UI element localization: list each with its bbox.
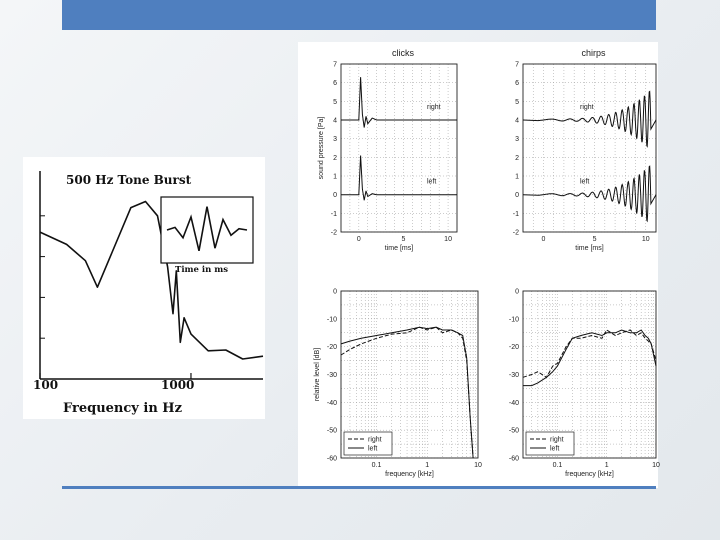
y-tick-label: -1 bbox=[330, 210, 337, 218]
y-tick-label: -10 bbox=[326, 316, 337, 324]
clicks-panel-right-line bbox=[341, 77, 457, 127]
y-tick-label: 5 bbox=[333, 98, 337, 106]
y-tick-label: -60 bbox=[508, 455, 519, 463]
inset-x-label: Time in ms bbox=[175, 265, 229, 275]
legend-label: left bbox=[550, 445, 560, 453]
y-tick-label: -30 bbox=[508, 372, 519, 379]
panel-title: clicks bbox=[392, 48, 414, 58]
y-tick-label: -2 bbox=[512, 229, 519, 237]
x-tick-label: 0 bbox=[541, 236, 546, 243]
x-tick-label: 100 bbox=[33, 378, 59, 392]
tone-burst-chart bbox=[23, 157, 265, 419]
chirps-panel-right-line bbox=[523, 92, 656, 147]
footer-rule bbox=[62, 486, 656, 489]
x-tick-label: 0 bbox=[356, 236, 361, 243]
chirps-spectrum-panel-left-line bbox=[523, 330, 656, 386]
y-tick-label: 4 bbox=[515, 117, 519, 125]
x-tick-label: 10 bbox=[444, 236, 452, 243]
y-tick-label: 3 bbox=[333, 136, 337, 144]
y-tick-label: -40 bbox=[326, 399, 337, 407]
x-axis-label: frequency [kHz] bbox=[565, 471, 614, 478]
series-annotation: right bbox=[427, 103, 441, 111]
legend-label: left bbox=[368, 445, 378, 453]
series-annotation: right bbox=[580, 103, 594, 111]
clicks-chirps-figure bbox=[298, 42, 658, 488]
y-tick-label: -2 bbox=[330, 229, 337, 237]
x-tick-label: 0.1 bbox=[552, 462, 563, 469]
chirps-panel-left-line bbox=[523, 166, 656, 221]
y-tick-label: 1 bbox=[515, 173, 519, 181]
y-axis-label: relative level [dB] bbox=[314, 347, 321, 402]
clicks-panel-left-line bbox=[341, 156, 457, 201]
y-tick-label: -50 bbox=[508, 427, 519, 435]
series-annotation: left bbox=[580, 178, 590, 186]
clicks-chirps-chart-grid bbox=[298, 42, 658, 488]
y-tick-label: -60 bbox=[326, 455, 337, 463]
x-tick-label: 5 bbox=[592, 236, 597, 243]
y-tick-label: 7 bbox=[333, 61, 337, 69]
y-tick-label: -20 bbox=[508, 344, 519, 352]
chart-title: 500 Hz Tone Burst bbox=[66, 173, 192, 187]
x-tick-label: 10 bbox=[641, 236, 650, 243]
y-tick-label: 6 bbox=[515, 80, 519, 88]
legend-label: right bbox=[550, 436, 564, 444]
title-bar-accent bbox=[62, 0, 656, 30]
x-tick-label: 10 bbox=[474, 462, 482, 469]
y-tick-label: 1 bbox=[333, 173, 337, 181]
y-tick-label: 0 bbox=[515, 288, 519, 296]
y-tick-label: -30 bbox=[326, 372, 337, 379]
y-tick-label: -40 bbox=[508, 399, 519, 407]
y-axis-label: sound pressure [Pa] bbox=[318, 116, 325, 180]
y-tick-label: -1 bbox=[512, 210, 519, 218]
x-tick-label: 1000 bbox=[161, 378, 195, 392]
chirps-spectrum-panel-right-line bbox=[523, 330, 656, 377]
y-tick-label: 5 bbox=[515, 98, 519, 106]
tone-burst-figure bbox=[23, 157, 265, 419]
y-tick-label: -20 bbox=[326, 344, 337, 352]
panel-title: chirps bbox=[581, 48, 606, 58]
y-tick-label: 2 bbox=[515, 154, 519, 162]
x-tick-label: 0.1 bbox=[371, 462, 382, 469]
y-tick-label: -10 bbox=[508, 316, 519, 324]
y-tick-label: 0 bbox=[515, 192, 519, 200]
x-tick-label: 1 bbox=[425, 462, 430, 469]
y-tick-label: 3 bbox=[515, 136, 519, 144]
x-tick-label: 1 bbox=[604, 462, 609, 469]
x-tick-label: 10 bbox=[652, 462, 660, 469]
y-tick-label: 0 bbox=[333, 288, 337, 296]
y-tick-label: 2 bbox=[333, 154, 337, 162]
y-tick-label: 4 bbox=[333, 117, 337, 125]
clicks-panel-frame bbox=[341, 64, 457, 232]
series-annotation: left bbox=[427, 178, 437, 186]
y-tick-label: 7 bbox=[515, 61, 519, 69]
y-tick-label: 6 bbox=[333, 80, 337, 88]
y-tick-label: 0 bbox=[333, 192, 337, 200]
x-axis-label: Frequency in Hz bbox=[63, 401, 182, 416]
x-axis-label: time [ms] bbox=[575, 245, 604, 252]
x-tick-label: 5 bbox=[401, 236, 406, 243]
legend-label: right bbox=[368, 436, 382, 444]
x-axis-label: time [ms] bbox=[384, 245, 414, 252]
y-tick-label: -50 bbox=[326, 427, 337, 435]
x-axis-label: frequency [kHz] bbox=[385, 471, 434, 478]
